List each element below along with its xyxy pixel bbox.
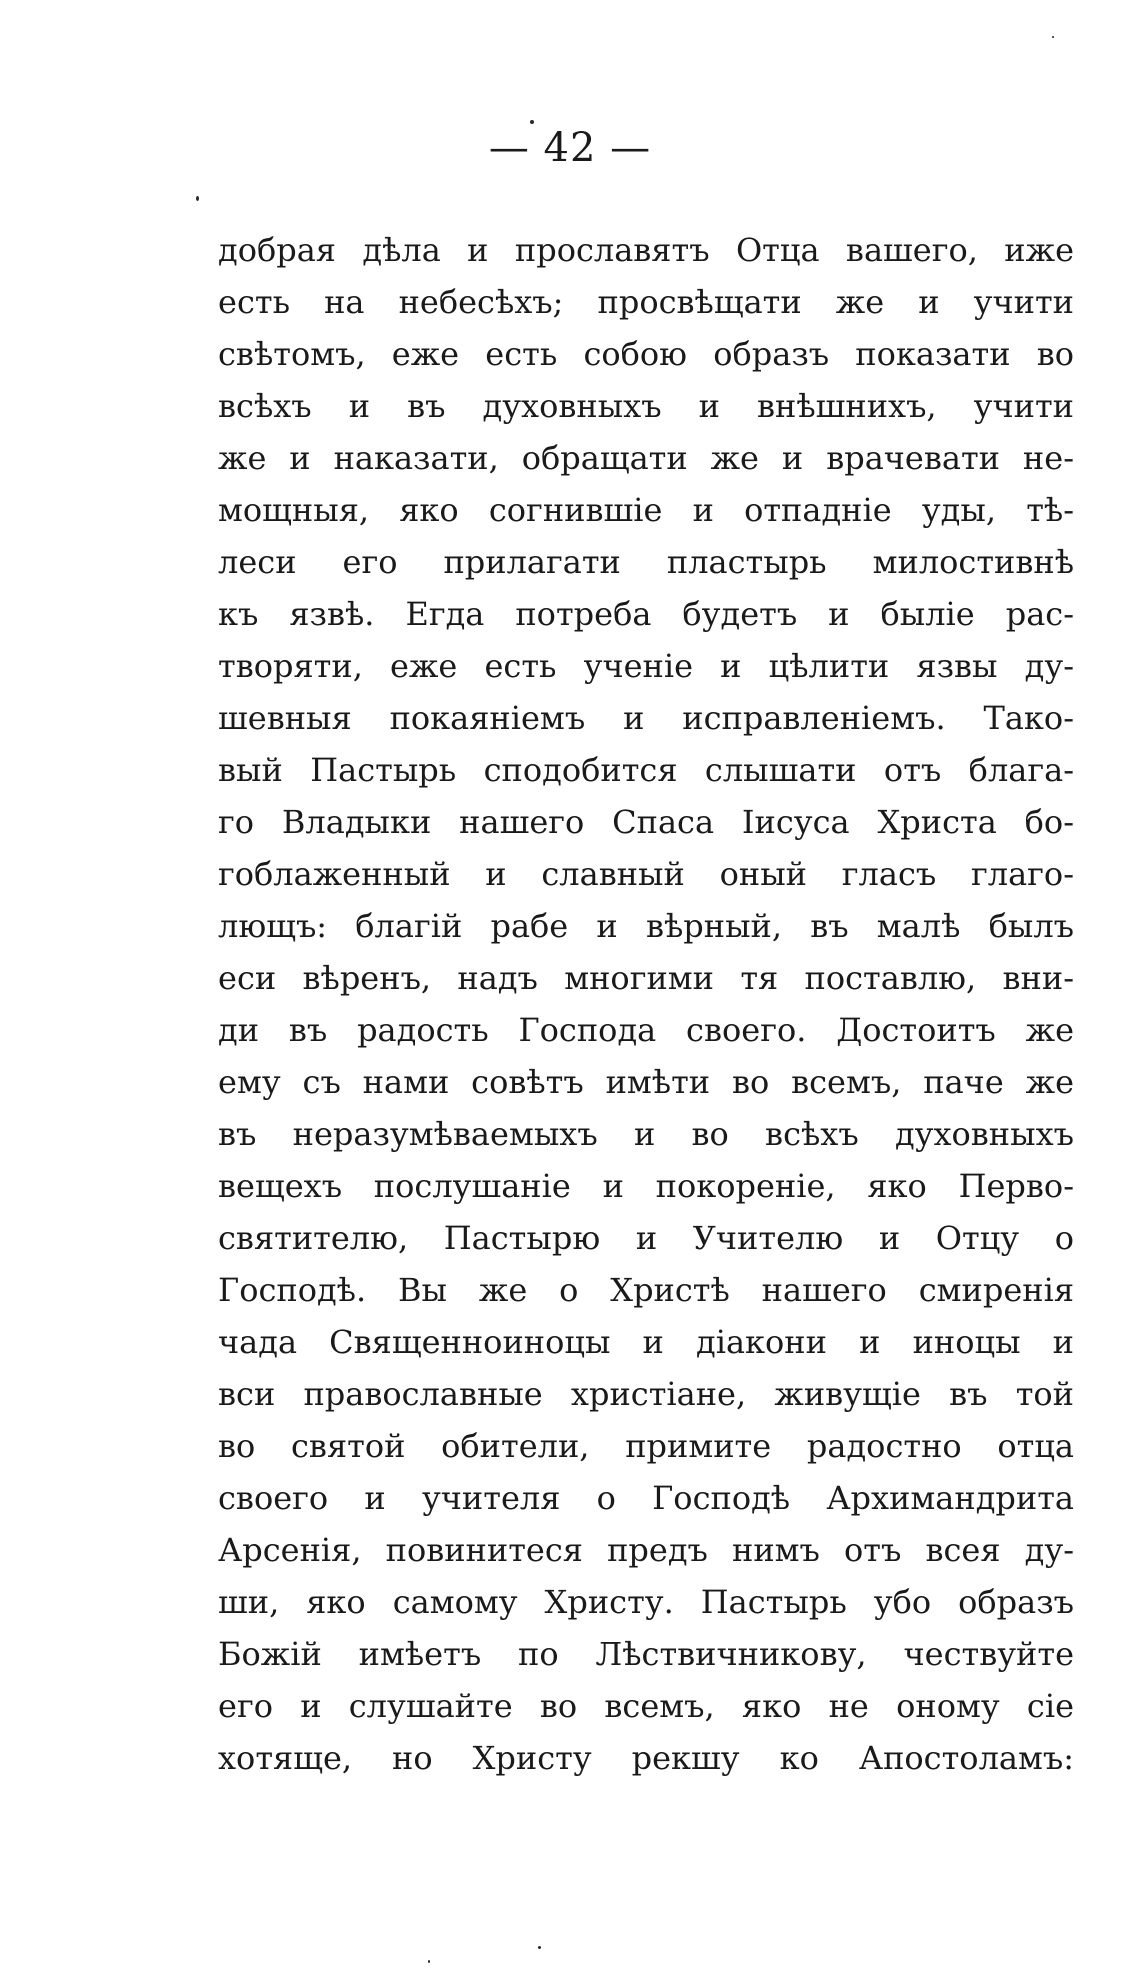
scan-speck xyxy=(196,196,199,201)
scan-speck xyxy=(428,1960,430,1963)
text-line: вси православные христіане, живущіе въ той xyxy=(218,1375,1074,1413)
text-line: Господѣ. Вы же о Христѣ нашего смиренія xyxy=(218,1271,1074,1309)
text-line: еси вѣренъ, надъ многими тя поставлю, вни- xyxy=(218,959,1074,997)
text-line: ши, яко самому Христу. Пастырь убо образъ xyxy=(218,1583,1074,1621)
text-line: леси его прилагати пластырь милостивнѣ xyxy=(218,543,1074,581)
text-line: свѣтомъ, еже есть собою образъ показати во xyxy=(218,335,1074,373)
text-line: Арсенія, повинитеся предъ нимъ отъ всея ду- xyxy=(218,1531,1074,1569)
text-line: чада Священноиноцы и діакони и иноцы и xyxy=(218,1323,1074,1361)
text-line: же и наказати, обращати же и врачевати не- xyxy=(218,439,1074,477)
text-line: шевныя покаяніемъ и исправленіемъ. Тако- xyxy=(218,699,1074,737)
text-line: добрая дѣла и прославятъ Отца вашего, иже xyxy=(218,231,1074,269)
text-line: всѣхъ и въ духовныхъ и внѣшнихъ, учити xyxy=(218,387,1074,425)
page-number: — 42 — xyxy=(488,125,652,171)
text-line: хотяще, но Христу рекшу ко Апостоламъ: xyxy=(218,1739,1074,1777)
text-line: есть на небесѣхъ; просвѣщати же и учити xyxy=(218,283,1074,321)
text-line: го Владыки нашего Спаса Іисуса Христа бо- xyxy=(218,803,1074,841)
text-line: Божій имѣетъ по Лѣствичникову, чествуйте xyxy=(218,1635,1074,1673)
text-line: творяти, еже есть ученіе и цѣлити язвы ду- xyxy=(218,647,1074,685)
text-line: въ неразумѣваемыхъ и во всѣхъ духовныхъ xyxy=(218,1115,1074,1153)
text-line: святителю, Пастырю и Учителю и Отцу о xyxy=(218,1219,1074,1257)
text-line: гоблаженный и славный оный гласъ глаго- xyxy=(218,855,1074,893)
scan-speck xyxy=(538,1946,541,1949)
body-text xyxy=(218,224,1074,1784)
scan-speck xyxy=(1052,36,1054,38)
text-line: къ язвѣ. Егда потреба будетъ и быліе рас- xyxy=(218,595,1074,633)
text-line: вый Пастырь сподобится слышати отъ блага- xyxy=(218,751,1074,789)
text-line: его и слушайте во всемъ, яко не оному сіе xyxy=(218,1687,1074,1725)
text-line: своего и учителя о Господѣ Архимандрита xyxy=(218,1479,1074,1517)
text-line: во святой обители, примите радостно отца xyxy=(218,1427,1074,1465)
text-line: ему съ нами совѣтъ имѣти во всемъ, паче же xyxy=(218,1063,1074,1101)
text-line: мощныя, яко согнившіе и отпадніе уды, тѣ- xyxy=(218,491,1074,529)
text-line: лющъ: благій рабе и вѣрный, въ малѣ былъ xyxy=(218,907,1074,945)
text-line: вещехъ послушаніе и покореніе, яко Перво- xyxy=(218,1167,1074,1205)
scan-speck xyxy=(530,120,534,124)
text-line: ди въ радость Господа своего. Достоитъ же xyxy=(218,1011,1074,1049)
